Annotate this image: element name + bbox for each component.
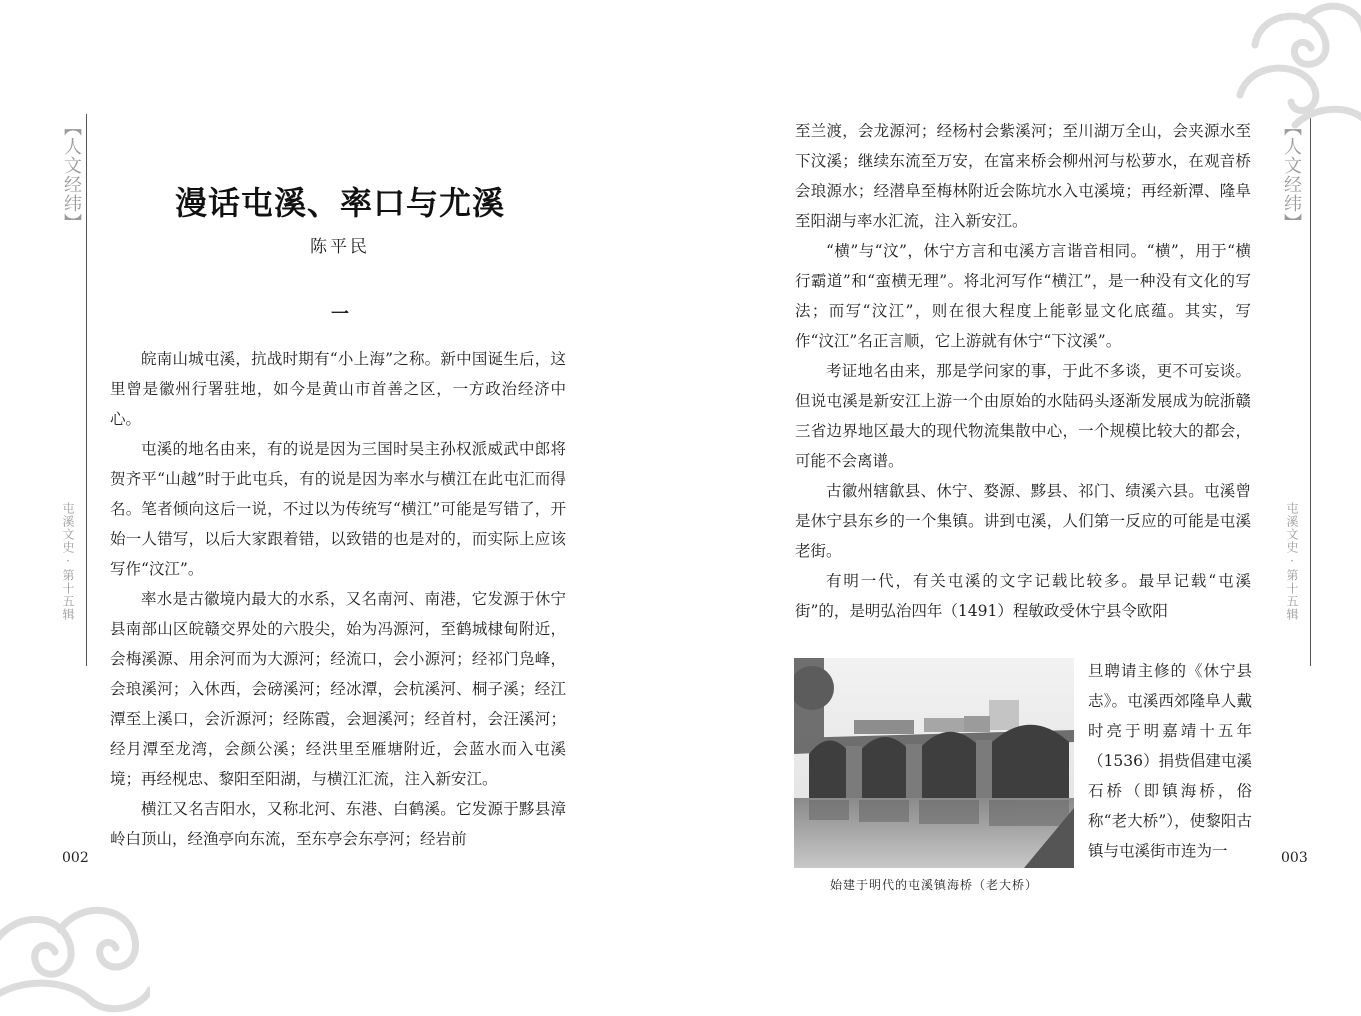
left-body-text — [110, 344, 566, 854]
left-page — [0, 0, 680, 1016]
paragraph: 屯溪的地名由来，有的说是因为三国时吴主孙权派威武中郎将贺齐平“山越”时于此屯兵，有的说是因为率水与横江在此屯汇而得名。笔者倾向这后一说，不过以为传统写“横江”可能是写错了，开始一人错写，以后大家跟着错，以致错的也是对的，而实际上应该写作“汶江”。 — [110, 440, 566, 578]
wrapped-text-beside-photo: 旦聘请主修的《休宁县志》。屯溪西郊隆阜人戴时亮于明嘉靖十五年（1536）捐赀倡建屯溪石桥（即镇海桥，俗称“老大桥”），使黎阳古镇与屯溪街市连为一 — [1088, 662, 1252, 860]
right-series-label: 屯溪文史·第十五辑 — [1285, 502, 1299, 621]
paragraph: 横江又名吉阳水，又称北河、东港、白鹤溪。它发源于黟县漳岭白顶山，经渔亭向东流，至东亭会东亭河；经岩前 — [110, 800, 566, 848]
left-series-label: 屯溪文史·第十五辑 — [61, 502, 75, 621]
paragraph: 率水是古徽境内最大的水系，又名南河、南港，它发源于休宁县南部山区皖赣交界处的六股尖，始为冯源河，至鹤城棣甸附近，会梅溪源、用余河而为大源河；经流口，会小源河；经祁门凫峰，会琅溪河；入休西，会磅溪河；经冰潭，会杭溪河、桐子溪；经江潭至上溪口，会沂源河；经陈霞，会迴溪河；经首村，会汪溪河；经月潭至龙湾，会颜公溪；经洪里至雁塘附近，会蓝水而入屯溪境；再经枧忠、黎阳至阳湖，与横江汇流，注入新安江。 — [110, 590, 566, 788]
article-author: 陈平民 — [310, 237, 370, 257]
paragraph: 皖南山城屯溪，抗战时期有“小上海”之称。新中国诞生后，这里曾是徽州行署驻地，如今是黄山市首善之区，一方政治经济中心。 — [110, 350, 566, 428]
left-page-number: 002 — [62, 850, 89, 866]
cloud-ornament-top-right — [1235, 0, 1361, 130]
left-header-label: 【人文经纬】 — [61, 118, 82, 232]
article-title: 漫话屯溪、率口与尤溪 — [174, 184, 505, 222]
right-body-text — [795, 116, 1251, 626]
paragraph: 至兰渡，会龙源河；经杨村会紫溪河；至川湖万全山，会夹源水至下汶溪；继续东流至万安，在富来桥会柳州河与松萝水，在观音桥会琅源水；经潜阜至梅林附近会陈坑水入屯溪境；再经新潭、隆阜至阳湖与率水汇流，注入新安江。 — [795, 122, 1251, 230]
bridge-photo — [794, 658, 1074, 868]
photo-caption: 始建于明代的屯溪镇海桥（老大桥） — [829, 878, 1038, 892]
paragraph: “横”与“汶”，休宁方言和屯溪方言谐音相同。“横”，用于“横行霸道”和“蛮横无理”。将北河写作“横江”，是一种没有文化的写法；而写“汶江”，则在很大程度上能彰显文化底蕴。其实，写作“汶江”名正言顺，它上游就有休宁“下汶溪”。 — [795, 242, 1251, 350]
paragraph: 考证地名由来，那是学问家的事，于此不多谈，更不可妄谈。但说屯溪是新安江上游一个由原始的水陆码头逐渐发展成为皖浙赣三省边界地区最大的现代物流集散中心，一个规模比较大的都会，可能不会离谱。 — [795, 362, 1251, 470]
cloud-ornament-bottom-left — [0, 890, 150, 1016]
section-number: 一 — [331, 304, 349, 325]
paragraph: 有明一代，有关屯溪的文字记载比较多。最早记载“屯溪街”的，是明弘治四年（1491）程敏政受休宁县令欧阳 — [795, 572, 1251, 620]
paragraph: 古徽州辖歙县、休宁、婺源、黟县、祁门、绩溪六县。屯溪曾是休宁县东乡的一个集镇。讲到屯溪，人们第一反应的可能是屯溪老街。 — [795, 482, 1251, 560]
right-margin-rule — [1310, 114, 1311, 666]
right-page-number: 003 — [1281, 850, 1308, 866]
left-margin-rule — [86, 114, 87, 666]
right-header-label: 【人文经纬】 — [1281, 118, 1302, 232]
